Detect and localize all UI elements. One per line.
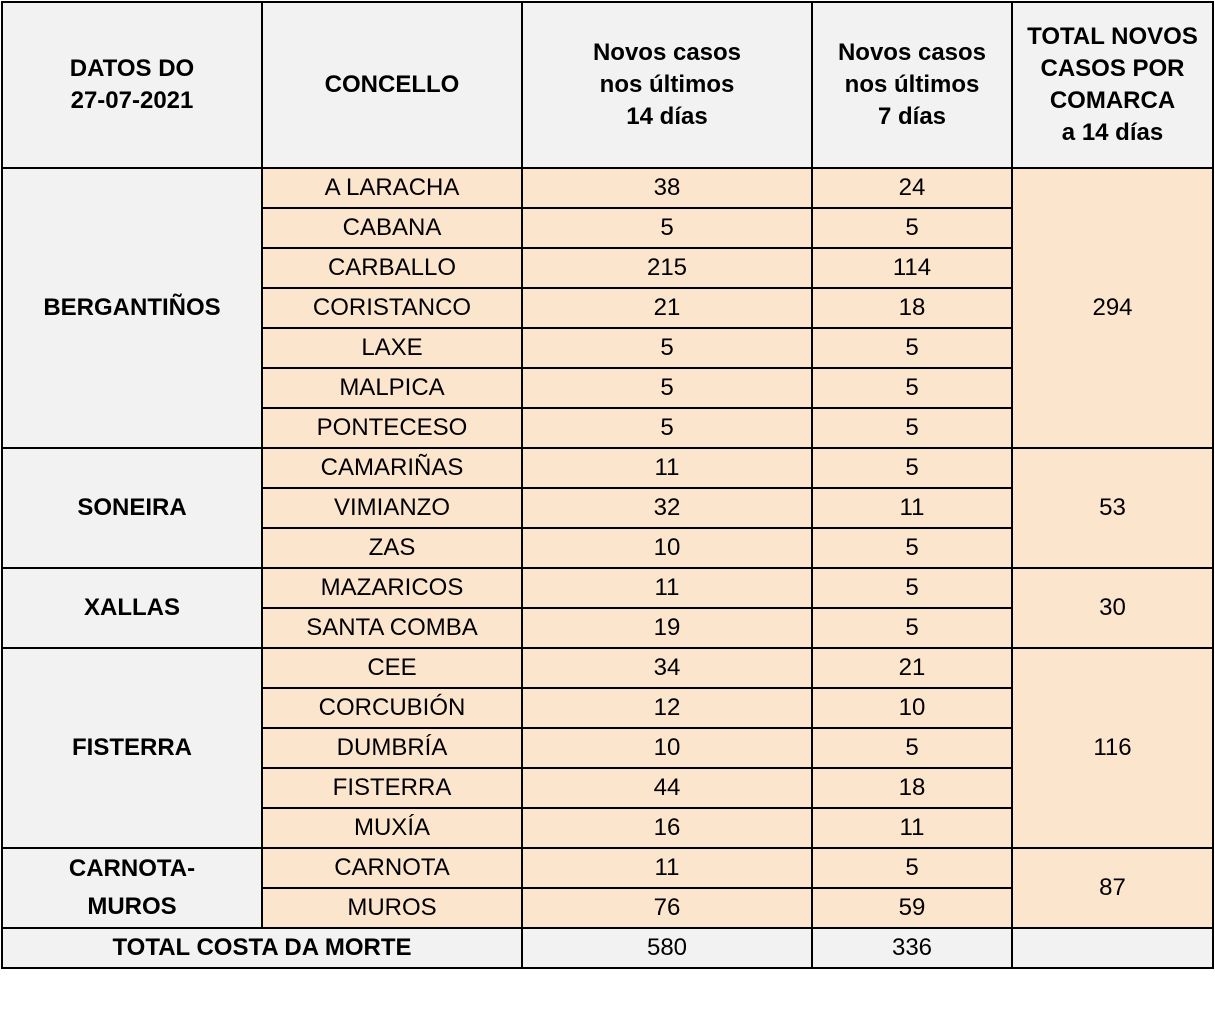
concello-name: DUMBRÍA <box>262 728 522 768</box>
header-date: DATOS DO 27-07-2021 <box>2 2 262 168</box>
concello-name: MUROS <box>262 888 522 928</box>
cases-14-days: 10 <box>522 528 812 568</box>
cases-7-days: 18 <box>812 768 1012 808</box>
concello-name: MUXÍA <box>262 808 522 848</box>
covid-cases-table <box>1 1 1214 969</box>
total-comarca-empty <box>1012 928 1213 968</box>
cases-14-days: 5 <box>522 208 812 248</box>
table-row <box>2 568 1213 608</box>
cases-7-days: 5 <box>812 408 1012 448</box>
table-row <box>2 168 1213 208</box>
cases-7-days: 5 <box>812 728 1012 768</box>
cases-7-days: 59 <box>812 888 1012 928</box>
header-concello: CONCELLO <box>262 2 522 168</box>
comarca-total: 87 <box>1012 848 1213 928</box>
comarca-total: 116 <box>1012 648 1213 848</box>
comarca-name: SONEIRA <box>2 448 262 568</box>
concello-name: MALPICA <box>262 368 522 408</box>
concello-name: LAXE <box>262 328 522 368</box>
cases-7-days: 10 <box>812 688 1012 728</box>
cases-14-days: 12 <box>522 688 812 728</box>
comarca-total: 53 <box>1012 448 1213 568</box>
comarca-total: 294 <box>1012 168 1213 448</box>
concello-name: CEE <box>262 648 522 688</box>
cases-14-days: 5 <box>522 408 812 448</box>
total-label: TOTAL COSTA DA MORTE <box>2 928 522 968</box>
concello-name: CORISTANCO <box>262 288 522 328</box>
cases-7-days: 5 <box>812 448 1012 488</box>
concello-name: FISTERRA <box>262 768 522 808</box>
cases-7-days: 5 <box>812 528 1012 568</box>
cases-14-days: 32 <box>522 488 812 528</box>
comarca-name: CARNOTA- MUROS <box>2 848 262 928</box>
header-total-comarca: TOTAL NOVOS CASOS POR COMARCA a 14 días <box>1012 2 1213 168</box>
cases-14-days: 19 <box>522 608 812 648</box>
cases-7-days: 5 <box>812 568 1012 608</box>
cases-7-days: 5 <box>812 208 1012 248</box>
total-7-days: 336 <box>812 928 1012 968</box>
table-row <box>2 448 1213 488</box>
concello-name: SANTA COMBA <box>262 608 522 648</box>
cases-14-days: 16 <box>522 808 812 848</box>
concello-name: A LARACHA <box>262 168 522 208</box>
cases-7-days: 18 <box>812 288 1012 328</box>
cases-7-days: 11 <box>812 808 1012 848</box>
cases-7-days: 5 <box>812 368 1012 408</box>
table-row <box>2 648 1213 688</box>
cases-7-days: 24 <box>812 168 1012 208</box>
cases-14-days: 11 <box>522 848 812 888</box>
comarca-total: 30 <box>1012 568 1213 648</box>
cases-14-days: 34 <box>522 648 812 688</box>
total-row <box>2 928 1213 968</box>
comarca-name: BERGANTIÑOS <box>2 168 262 448</box>
cases-7-days: 21 <box>812 648 1012 688</box>
concello-name: CAMARIÑAS <box>262 448 522 488</box>
cases-7-days: 11 <box>812 488 1012 528</box>
cases-14-days: 44 <box>522 768 812 808</box>
header-cases-7-days: Novos casos nos últimos 7 días <box>812 2 1012 168</box>
cases-14-days: 11 <box>522 568 812 608</box>
concello-name: CORCUBIÓN <box>262 688 522 728</box>
concello-name: MAZARICOS <box>262 568 522 608</box>
cases-7-days: 5 <box>812 848 1012 888</box>
concello-name: PONTECESO <box>262 408 522 448</box>
cases-14-days: 10 <box>522 728 812 768</box>
concello-name: CABANA <box>262 208 522 248</box>
comarca-name: XALLAS <box>2 568 262 648</box>
cases-7-days: 5 <box>812 608 1012 648</box>
cases-14-days: 21 <box>522 288 812 328</box>
cases-7-days: 114 <box>812 248 1012 288</box>
concello-name: VIMIANZO <box>262 488 522 528</box>
comarca-name: FISTERRA <box>2 648 262 848</box>
total-14-days: 580 <box>522 928 812 968</box>
concello-name: CARNOTA <box>262 848 522 888</box>
table-row <box>2 848 1213 888</box>
concello-name: ZAS <box>262 528 522 568</box>
table-body <box>2 168 1213 928</box>
cases-14-days: 5 <box>522 368 812 408</box>
header-cases-14-days: Novos casos nos últimos 14 días <box>522 2 812 168</box>
cases-7-days: 5 <box>812 328 1012 368</box>
cases-14-days: 38 <box>522 168 812 208</box>
concello-name: CARBALLO <box>262 248 522 288</box>
header-row <box>2 2 1213 168</box>
cases-14-days: 11 <box>522 448 812 488</box>
cases-14-days: 5 <box>522 328 812 368</box>
cases-14-days: 215 <box>522 248 812 288</box>
cases-14-days: 76 <box>522 888 812 928</box>
